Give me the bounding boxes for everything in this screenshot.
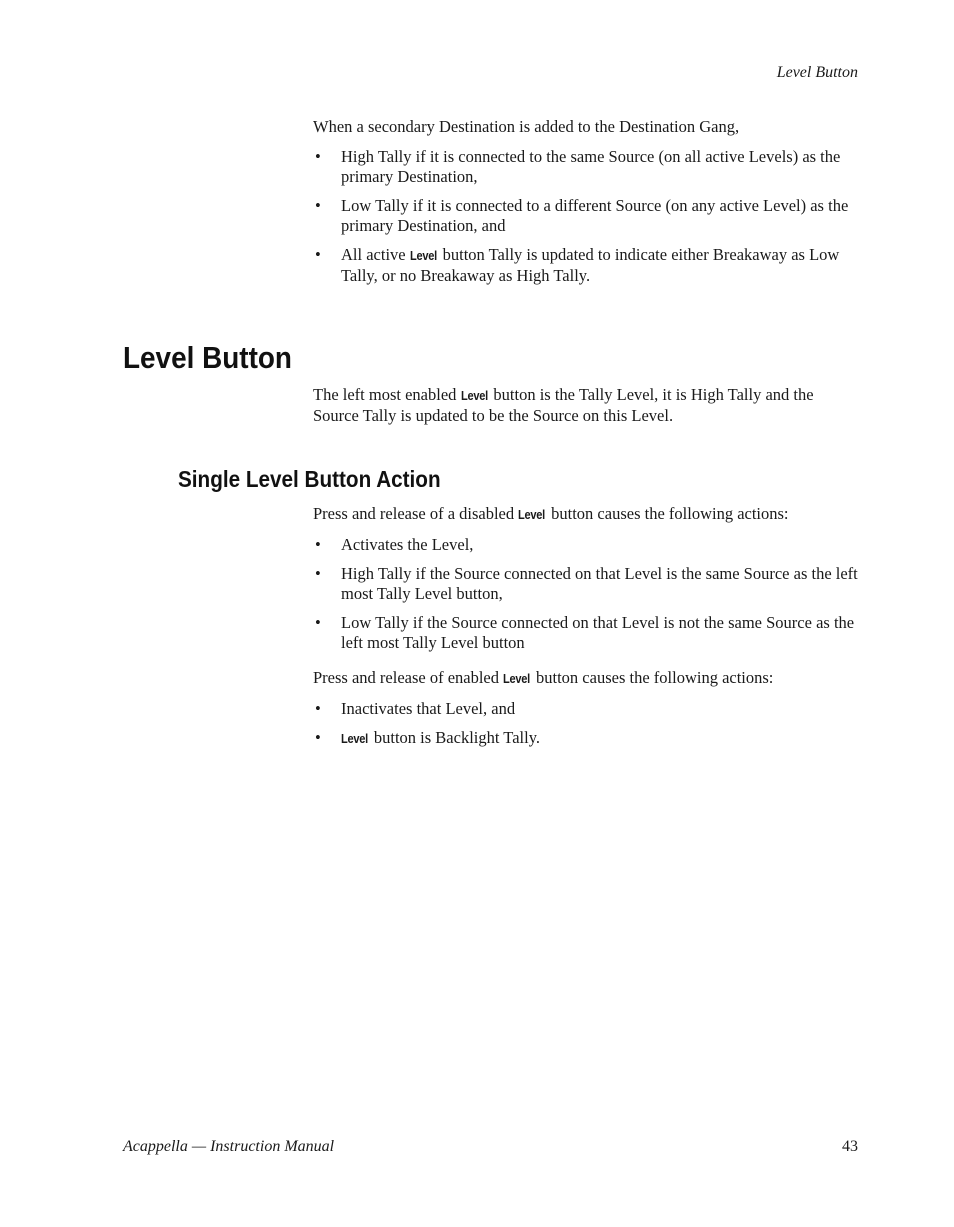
bullet-icon: • (315, 245, 321, 264)
list-item (313, 564, 858, 604)
level-keyword: Level (409, 248, 437, 263)
action-list-2 (313, 699, 858, 749)
bullet-icon: • (315, 613, 321, 632)
list-item (313, 699, 858, 719)
bullet-icon: • (315, 147, 321, 166)
action-list-1 (313, 535, 858, 653)
list-item (313, 147, 858, 187)
para2-text-after: button causes the following actions: (531, 668, 774, 687)
bullet-icon: • (315, 728, 321, 747)
section-text-before: The left most enabled (313, 385, 461, 404)
intro-paragraph: When a secondary Destination is added to the Destination Gang, (313, 117, 740, 136)
footer-manual-title: Acappella — Instruction Manual (123, 1138, 335, 1155)
subsection-paragraph-1 (313, 504, 858, 525)
list-item (313, 245, 858, 286)
level-keyword: Level (503, 671, 531, 686)
page-number: 43 (842, 1138, 858, 1155)
bullet-icon: • (315, 196, 321, 215)
section-paragraph (313, 385, 858, 426)
list-item-text-after: button is Backlight Tally. (369, 728, 541, 747)
subsection-title: Single Level Button Action (178, 466, 441, 492)
running-header: Level Button (776, 64, 858, 81)
para1-text-after: button causes the following actions: (547, 504, 789, 523)
section-text-after: button is the Tally Level, it is High Tally and the Source Tally is updated to be the Source on this Level. (313, 385, 814, 425)
list-item-text: Low Tally if it is connected to a different Source (on any active Level) as the primary Destination, and (341, 196, 849, 235)
list-item-text: Activates the Level, (341, 535, 474, 554)
list-item (313, 728, 858, 749)
intro-block (313, 117, 858, 286)
list-item-text: High Tally if it is connected to the same Source (on all active Levels) as the primary Destination, (341, 147, 841, 186)
level-keyword: Level (518, 507, 546, 522)
para1-text-before: Press and release of a disabled (313, 504, 519, 523)
bullet-icon: • (315, 535, 321, 554)
level-keyword: Level (460, 388, 488, 403)
list-item (313, 535, 858, 555)
list-item-text: Low Tally if the Source connected on that Level is not the same Source as the left most Tally Level button (341, 613, 855, 652)
list-item-text-after: button Tally is updated to indicate either Breakaway as Low Tally, or no Breakaway as High Tally. (341, 245, 840, 285)
list-item-text-before: All active (341, 245, 410, 264)
level-keyword: Level (341, 731, 368, 746)
intro-bullet-list (313, 147, 858, 286)
section-block (313, 385, 858, 426)
bullet-icon: • (315, 564, 321, 583)
bullet-icon: • (315, 699, 321, 718)
subsection-block (313, 504, 858, 749)
section-title: Level Button (123, 340, 292, 375)
list-item (313, 196, 858, 236)
subsection-paragraph-2 (313, 668, 858, 689)
para2-text-before: Press and release of enabled (313, 668, 504, 687)
list-item (313, 613, 858, 653)
list-item-text: High Tally if the Source connected on that Level is the same Source as the left most Tally Level button, (341, 564, 858, 603)
list-item-text: Inactivates that Level, and (341, 699, 516, 718)
